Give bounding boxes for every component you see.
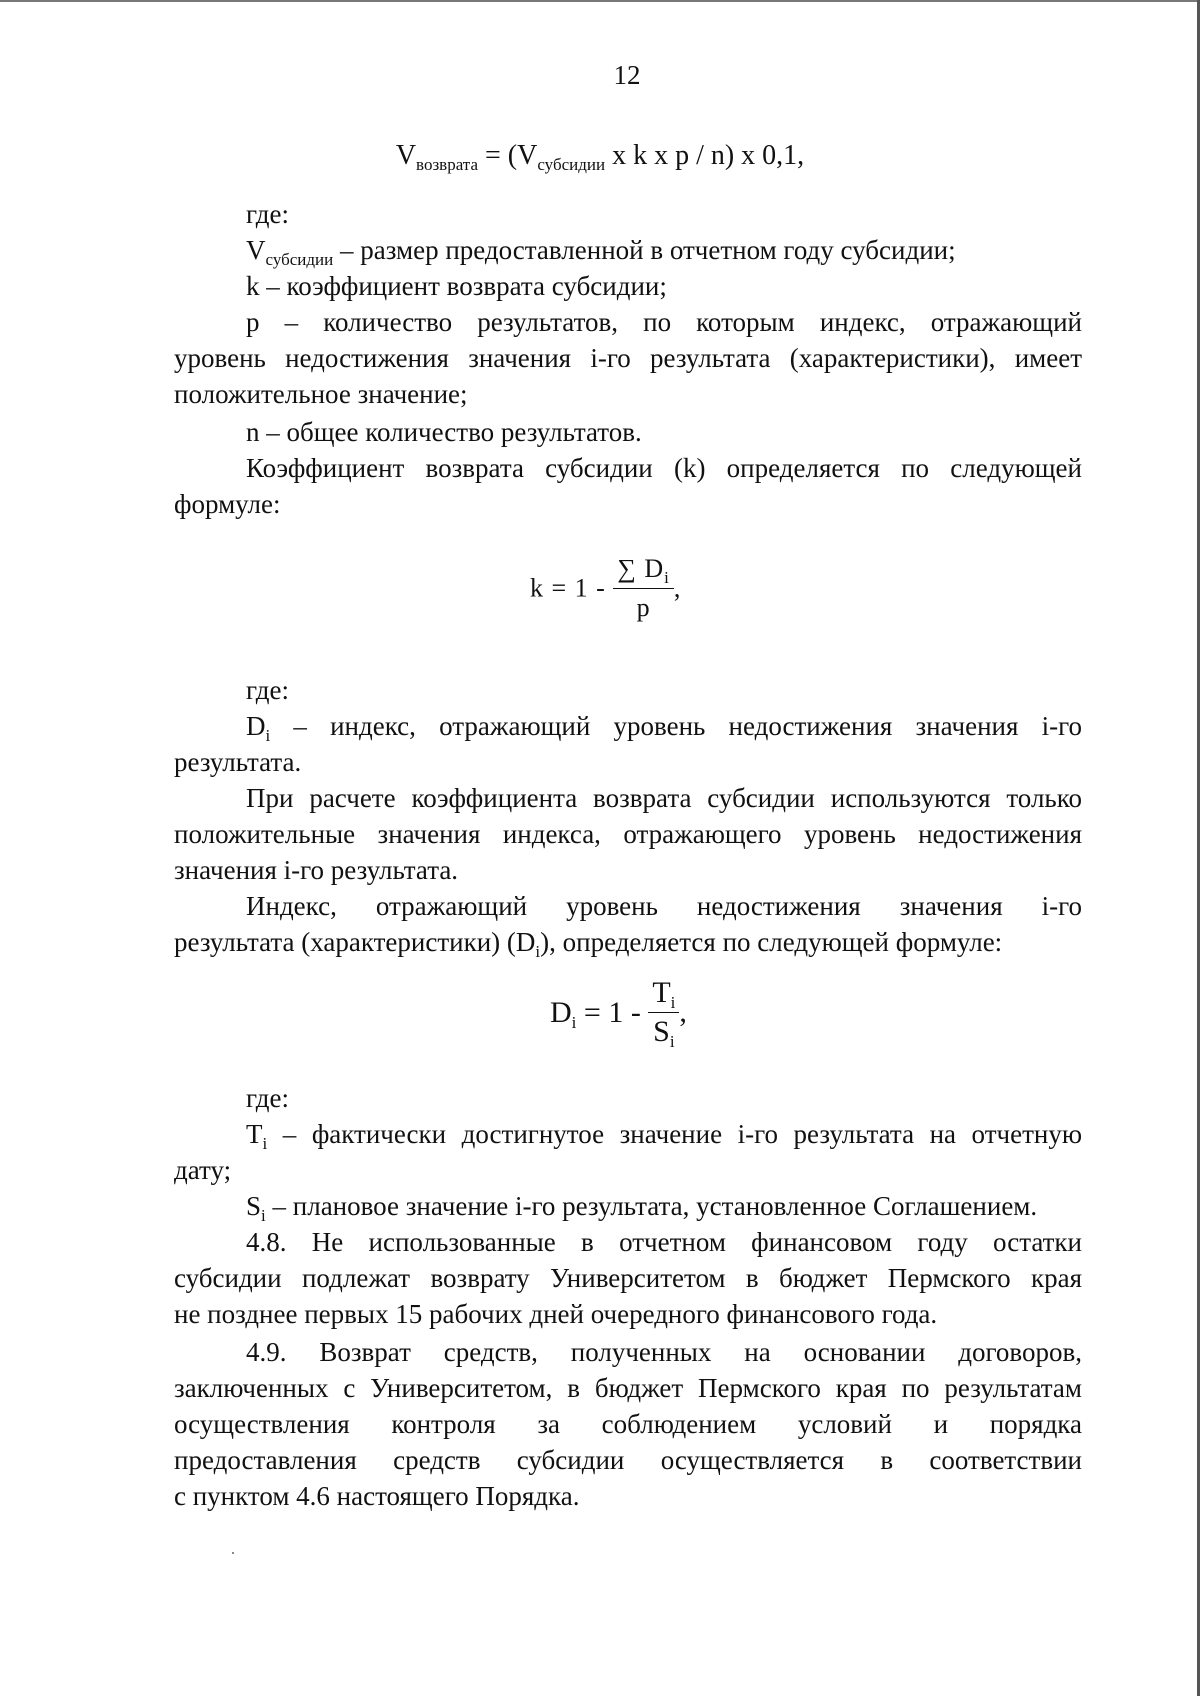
k-intro: Коэффициент возврата субсидии (k) определяется по следующей формуле: (174, 453, 1082, 519)
formula-v-subscript: возврата (416, 155, 478, 174)
formula-k-fraction: $\frac{\sum D_i}{p}$ (613, 552, 674, 625)
formula-d: $D_i = 1$ - $\frac{T_i}{S_i}$ , (550, 976, 687, 1051)
where-label-2: где: (246, 675, 289, 705)
definition-p: p – количество результатов, по которым индекс, отражающий уровень недостижения значения i-го результата (характеристики), имеет положительное значение; (174, 307, 1082, 409)
formula-tail: x k x p / n) x 0,1, (605, 140, 805, 171)
scan-edge-top (0, 0, 1200, 2)
formula-d-fraction: $\frac{T_i}{S_i}$ (648, 976, 679, 1049)
formula-eq-open: = (V (478, 140, 538, 171)
formula-v-symbol: V (395, 140, 417, 171)
definition-n: n – общее количество результатов. (246, 417, 642, 447)
item-4-9: 4.9. Возврат средств, полученных на основании договоров, заключенных с Университетом, в бюджет Пермского края по результатам осуществления контроля за соблюдением условий и порядка предоставления средств субсидии осуществляется в соответствии с пунктом 4.6 настоящего Порядка. (174, 1337, 1082, 1511)
definition-t: $T_i$ – фактически достигнутое значение i-го результата на отчетную дату; (174, 1119, 1082, 1185)
definition-k: k – коэффициент возврата субсидии; (246, 271, 667, 301)
formula-k: k = 1 - $\frac{\sum D_i}{p}$ , (530, 552, 681, 625)
definition-d: $D_i$ – индекс, отражающий уровень недостижения значения i-го результата. (174, 711, 1082, 777)
where-label-3: где: (246, 1083, 289, 1113)
item-4-8: 4.8. Не использованные в отчетном финансовом году остатки субсидии подлежат возврату Университетом в бюджет Пермского края не позднее первых 15 рабочих дней очередного финансового года. (174, 1227, 1082, 1329)
calc-note: При расчете коэффициента возврата субсидии используются только положительные значения индекса, отражающего уровень недостижения значения i-го результата. (174, 783, 1082, 885)
page-number: 12 (613, 60, 641, 90)
formula-k-left: k = 1 - (530, 573, 614, 603)
index-intro: Индекс, отражающий уровень недостижения значения i-го результата (характеристики) $(D_i)$, определяется по следующей формуле: (174, 891, 1082, 961)
formula-return (0, 140, 1200, 172)
formula-v2-subscript: субсидии (537, 155, 606, 174)
definition-s: $S_i$ – плановое значение i-го результата, установленное Соглашением. (246, 1191, 1038, 1225)
definition-v: $V_{субсидии}$ – размер предоставленной в отчетном году субсидии; (246, 235, 956, 269)
where-label-1: где: (246, 199, 289, 229)
scan-speck (232, 1552, 234, 1554)
